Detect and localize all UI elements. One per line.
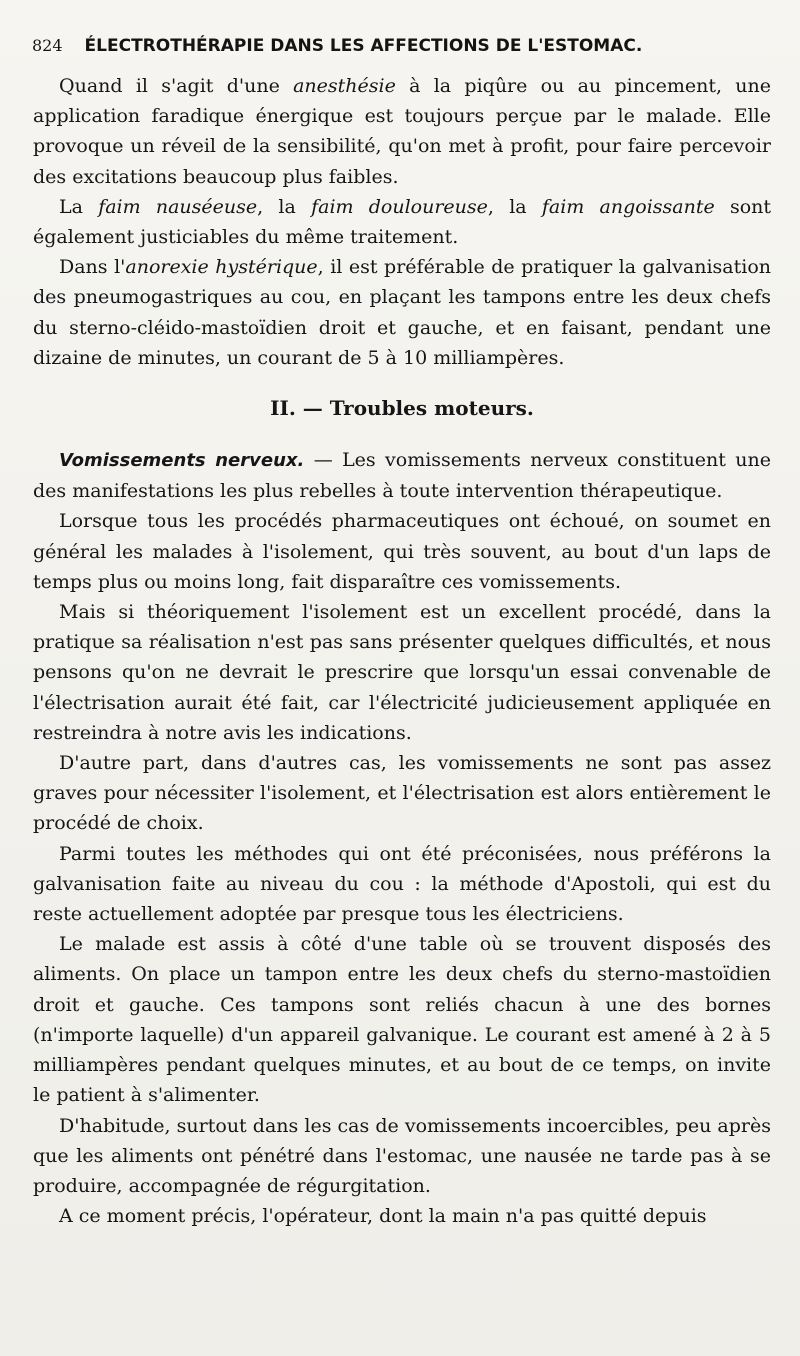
text-run: , la — [257, 195, 312, 218]
text-run: La — [59, 195, 99, 218]
paragraph-malade-assis: Le malade est assis à côté d'une table où se trouvent disposés des aliments. On place un tampon entre les deux chefs du sterno-mastoïdien droit et gauche. Ces tampons sont reliés chacun à une des bornes (n'importe laquelle) d'un appareil galvanique. Le courant est amené à 2 à 5 milliampères pendant quelques minutes, et au bout de ce temps, on invite le patient à s'alimenter. — [33, 933, 771, 1107]
paragraph-theoriquement: Mais si théoriquement l'isolement est un excellent procédé, dans la pratique sa réalisation n'est pas sans présenter quelques difficultés, et nous pensons qu'on ne devrait le prescrire que lorsqu'un essai convenable de l'électrisation aurait été fait, car l'électricité judicieusement appliquée en restreindra à notre avis les indications. — [33, 601, 771, 744]
italic-term: anorexie hystérique — [125, 256, 318, 279]
text-run: sont également justiciables du même traitement. — [33, 195, 772, 249]
paragraph-habitude: D'habitude, surtout dans les cas de vomissements incoercibles, peu après que les aliments ont pénétré dans l'estomac, une nausée ne tarde pas à se produire, accompagnée de régurgitation. — [33, 1114, 771, 1197]
text-run: à la piqûre ou au pincement, une application faradique énergique est toujours perçue par le malade. Elle provoque un réveil de la sensibilité, qu'on met à profit, pour faire percevoir des excitations beaucoup plus faibles. — [33, 75, 771, 188]
paragraph-autre-part: D'autre part, dans d'autres cas, les vomissements ne sont pas assez graves pour nécessiter l'isolement, et l'électrisation est alors entièrement le procédé de choix. — [33, 752, 771, 835]
italic-term: anesthésie — [293, 75, 396, 97]
paragraph-faim — [33, 192, 771, 252]
paragraph-anesthesie — [33, 71, 771, 192]
paragraph-vomissements — [33, 445, 771, 506]
running-header — [32, 36, 772, 56]
section-title: II. — Troubles moteurs. — [270, 396, 534, 421]
text-run: Dans l' — [59, 256, 126, 279]
text-run: — Les vomissements nerveux constituent une des manifestations les plus rebelles à toute intervention thérapeutique. — [33, 449, 771, 503]
text-run: Quand il s'agit d'une — [59, 75, 294, 97]
text-run: , la — [487, 195, 542, 218]
italic-term: faim douloureuse — [311, 195, 488, 218]
paragraph-methodes: Parmi toutes les méthodes qui ont été préconisées, nous préférons la galvanisation faite au niveau du cou : la méthode d'Apostoli, qui est du reste actuellement adoptée par presque tous les électriciens. — [33, 842, 771, 926]
italic-term: faim nauséeuse — [98, 195, 258, 218]
paragraph-anorexie — [33, 252, 771, 373]
paragraph-isolement: Lorsque tous les procédés pharmaceutiques ont échoué, on soumet en général les malades à l'isolement, qui très souvent, au bout d'un laps de temps plus ou moins long, fait disparaître ces vomissements. — [33, 510, 771, 593]
run-in-heading: Vomissements nerveux. — [59, 450, 305, 472]
paragraph-moment-precis: A ce moment précis, l'opérateur, dont la main n'a pas quitté depuis — [59, 1205, 707, 1228]
page-body — [33, 71, 771, 1231]
page-number: 824 — [32, 36, 63, 55]
text-run: , il est préférable de pratiquer la galvanisation des pneumogastriques au cou, en plaçant les tampons entre les deux chefs du sterno-cléido-mastoïdien droit et gauche, et en faisant, pendant une dizaine de minutes, un courant de 5 à 10 milliampères. — [33, 256, 772, 369]
running-title: ÉLECTROTHÉRAPIE DANS LES AFFECTIONS DE L'ESTOMAC. — [84, 36, 643, 56]
italic-term: faim angoissante — [541, 195, 715, 218]
